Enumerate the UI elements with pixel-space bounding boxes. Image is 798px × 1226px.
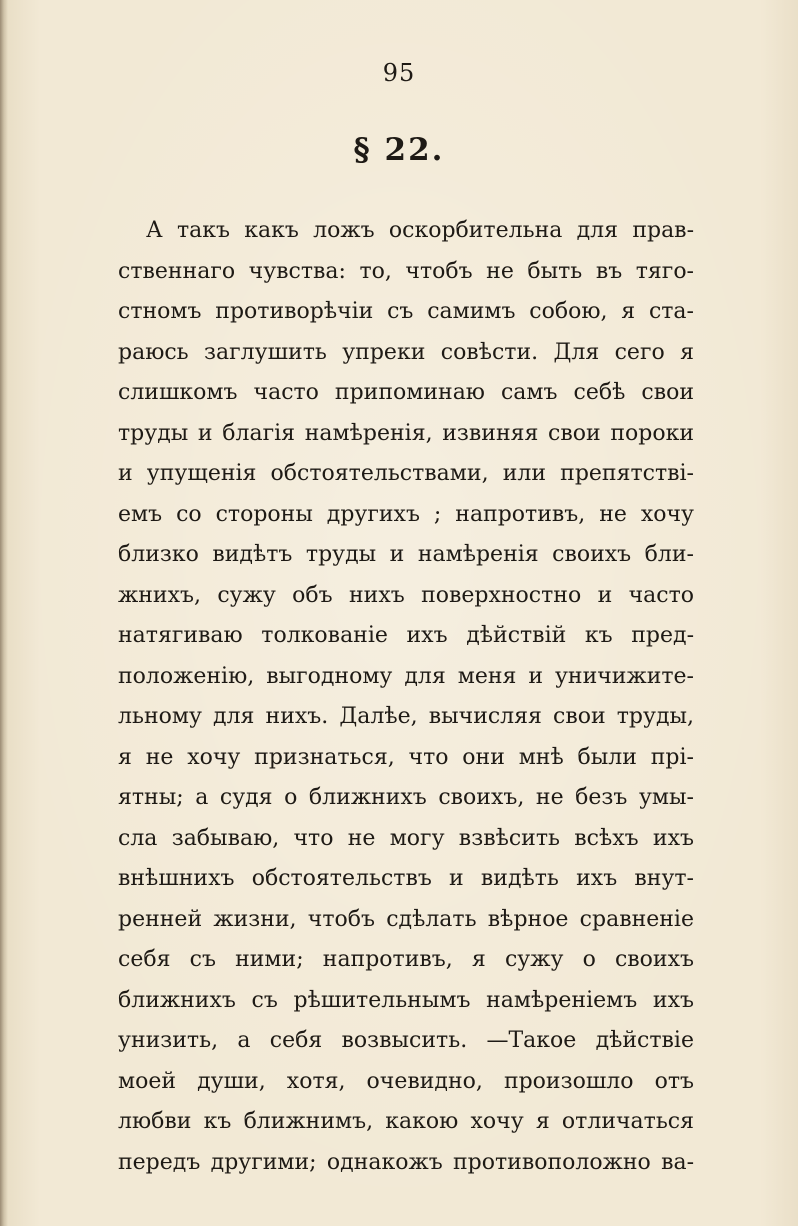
- text-line: передъ другими; однакожъ противоположно ва-: [118, 1149, 694, 1175]
- text-line: емъ со стороны другихъ ; напротивъ, не хочу: [118, 501, 694, 527]
- text-line: внѣшнихъ обстоятельствъ и видѣть ихъ внут-: [118, 866, 694, 891]
- text-line: стномъ противорѣчіи съ самимъ собою, я ста-: [118, 299, 694, 324]
- text-line: ственнаго чувства: то, чтобъ не быть въ тяго-: [118, 258, 694, 284]
- body-paragraph: [118, 211, 694, 1183]
- text-line: ятны; а судя о ближнихъ своихъ, не безъ умы-: [118, 785, 694, 810]
- text-line: ближнихъ съ рѣшительнымъ намѣреніемъ ихъ: [118, 987, 694, 1013]
- text-line: труды и благія намѣренія, извиняя свои пороки: [118, 420, 694, 446]
- text-line: себя съ ними; напротивъ, я сужу о своихъ: [118, 947, 694, 972]
- text-line: ренней жизни, чтобъ сдѣлать вѣрное сравненіе: [118, 906, 694, 932]
- text-line: льному для нихъ. Далѣе, вычисляя свои труды,: [118, 704, 694, 729]
- text-line: сла забываю, что не могу взвѣсить всѣхъ ихъ: [118, 825, 694, 851]
- text-line: натягиваю толкованіе ихъ дѣйствій къ пред-: [118, 623, 694, 648]
- text-line: близко видѣтъ труды и намѣренія своихъ бли-: [118, 542, 694, 567]
- page-binding-edge: [0, 0, 8, 1226]
- text-line: А такъ какъ ложъ оскорбительна для прав-: [146, 218, 694, 243]
- text-line: слишкомъ часто припоминаю самъ себѣ свои: [118, 380, 694, 405]
- text-line: положенію, выгодному для меня и уничижите-: [118, 663, 694, 689]
- text-line: моей души, хотя, очевидно, произошло отъ: [118, 1068, 694, 1094]
- page-number: 95: [382, 59, 416, 87]
- text-line: я не хочу признаться, что они мнѣ были прі-: [118, 744, 694, 770]
- text-line: раюсь заглушить упреки совѣсти. Для сего я: [118, 339, 694, 365]
- section-heading: § 22.: [353, 132, 445, 168]
- text-line: жнихъ, сужу объ нихъ поверхностно и часто: [118, 582, 694, 608]
- text-line: унизить, а себя возвысить. —Такое дѣйствіе: [118, 1028, 694, 1053]
- text-line: и упущенія обстоятельствами, или препятствi-: [118, 461, 694, 486]
- text-line: любви къ ближнимъ, какою хочу я отличаться: [118, 1109, 694, 1134]
